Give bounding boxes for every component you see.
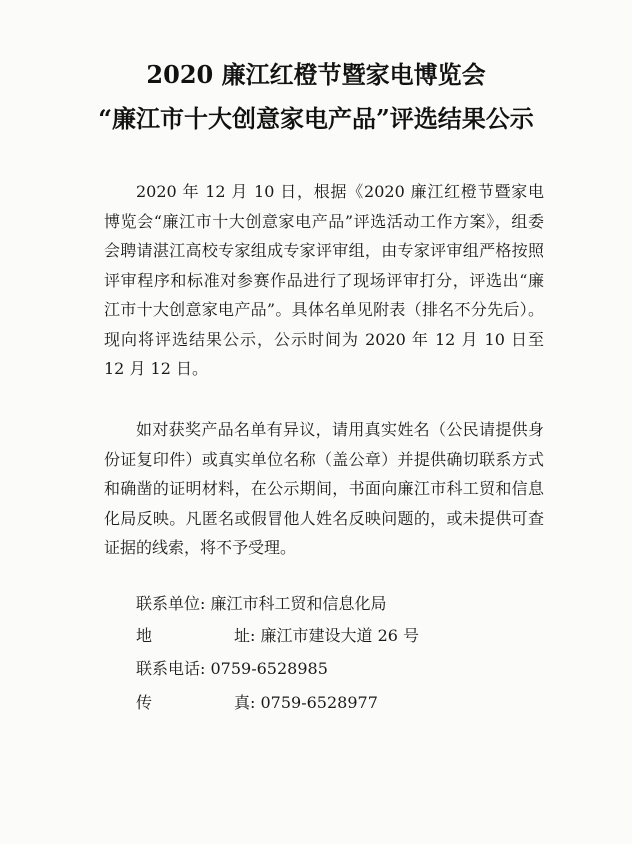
contact-fax-label-char-2: 真:	[234, 693, 256, 712]
contact-unit-label: 联系单位:	[136, 594, 206, 613]
body-paragraph-1	[104, 177, 544, 384]
document-title-line-2: “廉江市十大创意家电产品”评选结果公示	[98, 104, 534, 133]
paragraph-text: 如对获奖产品名单有异议，请用真实姓名（公民请提供身份证复印件）或真实单位名称（盖公章）并提供确切联系方式和确凿的证明材料，在公示期间，书面向廉江市科工贸和信息化局反映。凡匿名或假冒他人姓名反映问题的，或未提供可查证据的线索，将不予受理。	[104, 420, 544, 557]
contact-unit	[136, 594, 387, 614]
contact-fax-label-char-1: 传	[136, 693, 153, 712]
contact-phone-value: 0759-6528985	[210, 659, 328, 678]
contact-fax	[136, 693, 378, 713]
contact-address-value: 廉江市建设大道 26 号	[260, 626, 420, 645]
body-paragraph-2	[104, 415, 544, 563]
document-title-line-1: 2020 廉江红橙节暨家电博览会	[146, 60, 486, 89]
contact-fax-value: 0759-6528977	[260, 693, 378, 712]
paragraph-text: 2020 年 12 月 10 日，根据《2020 廉江红橙节暨家电博览会“廉江市十大创意家电产品”评选活动工作方案》，组委会聘请湛江高校专家组成专家评审组，由专家评审组严格按照评审程序和标准对参赛作品进行了现场评审打分，评选出“廉江市十大创意家电产品”。具体名单见附表（排名不分先后）。现向将评选结果公示，公示时间为 2020 年 12 月 10 日至 12 月 12 日。	[104, 182, 544, 378]
contact-address-label-char-1: 地	[136, 626, 153, 645]
contact-phone	[136, 659, 328, 679]
contact-unit-value: 廉江市科工贸和信息化局	[210, 594, 387, 613]
contact-phone-label: 联系电话:	[136, 659, 206, 678]
contact-address-label-char-2: 址:	[234, 626, 256, 645]
contact-address	[136, 626, 419, 646]
